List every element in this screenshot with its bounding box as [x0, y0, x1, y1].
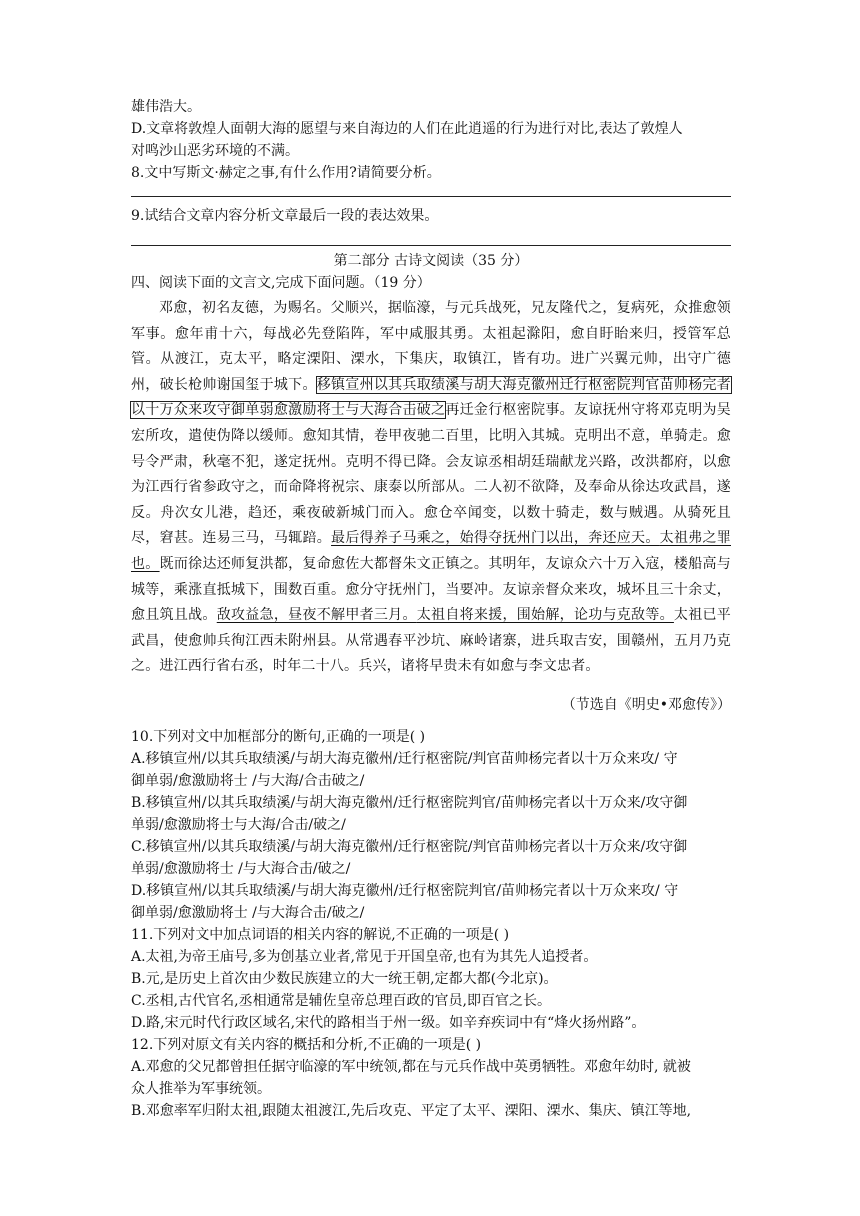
- section-heading: 四、阅读下面的文言文,完成下面问题。（19 分）: [131, 275, 431, 291]
- passage-text: 太祖已平武昌，使愈帅兵徇江西未附州县。从常遇春平沙坑、麻岭诸寨，进兵取吉安，围赣州，五月乃克之。进江西行省右丞，时年二十八。兵兴，诸将早贵未有如愈与李文忠者。: [131, 607, 731, 675]
- passage-text: 邓愈，初名友德，为赐名。父顺兴，据临濠，与元兵战死，兄友隆代之，复病死，众推愈领军事。愈年甫十六，每战必先登陷阵，军中咸服其勇。太祖起滁阳，愈自盱眙来归，授管军总管。从渡江，克太平，略定溧阳、溧水，下集庆，取镇江，皆有功。进广兴翼元帅，出守广德州，破长枪帅谢国玺于城下。: [131, 300, 731, 393]
- section-title: 第二部分 古诗文阅读（35 分）: [333, 253, 529, 269]
- underlined-sentence: 敌攻益急，昼夜不解甲者三月。: [216, 607, 417, 624]
- question-line: 10.下列对文中加框部分的断句,正确的一项是( ): [131, 728, 426, 745]
- question-line: C.丞相,古代官名,丞相通常是辅佐皇帝总理百政的官员,即百官之长。: [131, 992, 552, 1009]
- document-page: [131, 96, 731, 1122]
- question-line: 单弱/愈激励将士与大海/合击/破之/: [131, 816, 346, 833]
- option-d-line: D.文章将敦煌人面朝大海的愿望与来自海边的人们在此逍遥的行为进行对比,表达了敦煌人: [131, 121, 683, 137]
- underlined-sentence: 太祖自将来援，围始解，论功与克敌等。: [416, 607, 674, 624]
- question-line: 单弱/愈激励将士 /与大海合击/破之/: [131, 860, 351, 877]
- question-line: B.元,是历史上首次由少数民族建立的大一统王朝,定都大都(今北京)。: [131, 970, 558, 987]
- question-line: A.邓愈的父兄都曾担任据守临濠的军中统领,都在与元兵作战中英勇牺牲。邓愈年幼时, 就被: [131, 1058, 691, 1075]
- question-line: B.移镇宣州/以其兵取绩溪/与胡大海克徽州/迁行枢密院判官/苗帅杨完者以十万众来/攻守御: [131, 794, 688, 811]
- classical-passage: [131, 296, 731, 680]
- question-8: 8.文中写斯文·赫定之事,有什么作用?请简要分析。: [131, 165, 441, 181]
- question-line: D.移镇宣州/以其兵取绩溪/与胡大海克徽州/迁行枢密院判官/苗帅杨完者以十万众来攻/ 守: [131, 882, 679, 899]
- question-9: 9.试结合文章内容分析文章最后一段的表达效果。: [131, 208, 439, 224]
- question-line: 12.下列对原文有关内容的概括和分析,不正确的一项是( ): [131, 1036, 482, 1053]
- question-line: 御单弱/愈激励将士 /与大海/合击破之/: [131, 772, 365, 789]
- underlined-sentence: 最后得养子马乘之，始得夺抚州门以出，奔还应天。: [331, 530, 660, 547]
- underlined-sentence: 太祖弗之罪也。: [131, 530, 731, 572]
- text-line: 雄伟浩大。: [131, 99, 201, 115]
- question-line: 众人推举为军事统领。: [131, 1080, 271, 1097]
- question-line: D.路,宋元时代行政区域名,宋代的路相当于州一级。如辛弃疾词中有“烽火扬州路”。: [131, 1014, 646, 1031]
- questions-block: [131, 726, 731, 1122]
- question-line: B.邓愈率军归附太祖,跟随太祖渡江,先后攻克、平定了太平、溧阳、溧水、集庆、镇江等地,: [131, 1102, 692, 1119]
- passage-text: 既而徐达还师复洪都，复命愈佐大都督朱文正镇之。其明年，友谅众六十万入寇，楼船高与城等，乘涨直抵城下，围数百重。愈分守抚州门，当要冲。友谅亲督众来攻，城坏且三十余丈，愈且筑且战。: [131, 555, 731, 624]
- answer-rule: [131, 196, 731, 197]
- passage-text: 再迁金行枢密院事。友谅抚州守将邓克明为吴宏所攻，遣使伪降以缓师。愈知其情，卷甲夜驰二百里，比明入其城。克明出不意，单骑走。愈号令严肃，秋毫不犯，遂定抚州。克明不得已降。会友谅丞相胡廷瑞献龙兴路，改洪都府，以愈为江西行省参政守之，而命降将祝宗、康泰以所部从。二人初不欲降，及奉命从徐达攻武昌，遂反。舟次女儿港，趋还，乘夜破新城门而入。愈仓卒闻变，以数十骑走，数与贼遇。从骑死且尽，窘甚。连易三马，马辄踣。: [131, 402, 731, 547]
- passage-source: （节选自《明史•邓愈传》）: [561, 696, 731, 713]
- option-d-line-cont: 对鸣沙山恶劣环境的不满。: [131, 143, 299, 159]
- boxed-passage: 移镇宣州以其兵取绩溪与胡大海克徽州迁行枢密院判官苗帅杨完者以十万众来攻守御单弱愈激励将士与大海合击破之: [131, 376, 731, 419]
- question-line: 11.下列对文中加点词语的相关内容的解说,不正确的一项是( ): [131, 926, 510, 943]
- answer-rule: [131, 245, 731, 246]
- question-line: A.移镇宣州/以其兵取绩溪/与胡大海克徽州/迁行枢密院/判官苗帅杨完者以十万众来攻/ 守: [131, 750, 678, 767]
- question-line: C.移镇宣州/以其兵取绩溪/与胡大海克徽州/迁行枢密院/判官苗帅杨完者以十万众来/攻守御: [131, 838, 688, 855]
- question-line: A.太祖,为帝王庙号,多为创基立业者,常见于开国皇帝,也有为其先人追授者。: [131, 948, 598, 965]
- question-line: 御单弱/愈激励将士 /与大海合击/破之/: [131, 904, 365, 921]
